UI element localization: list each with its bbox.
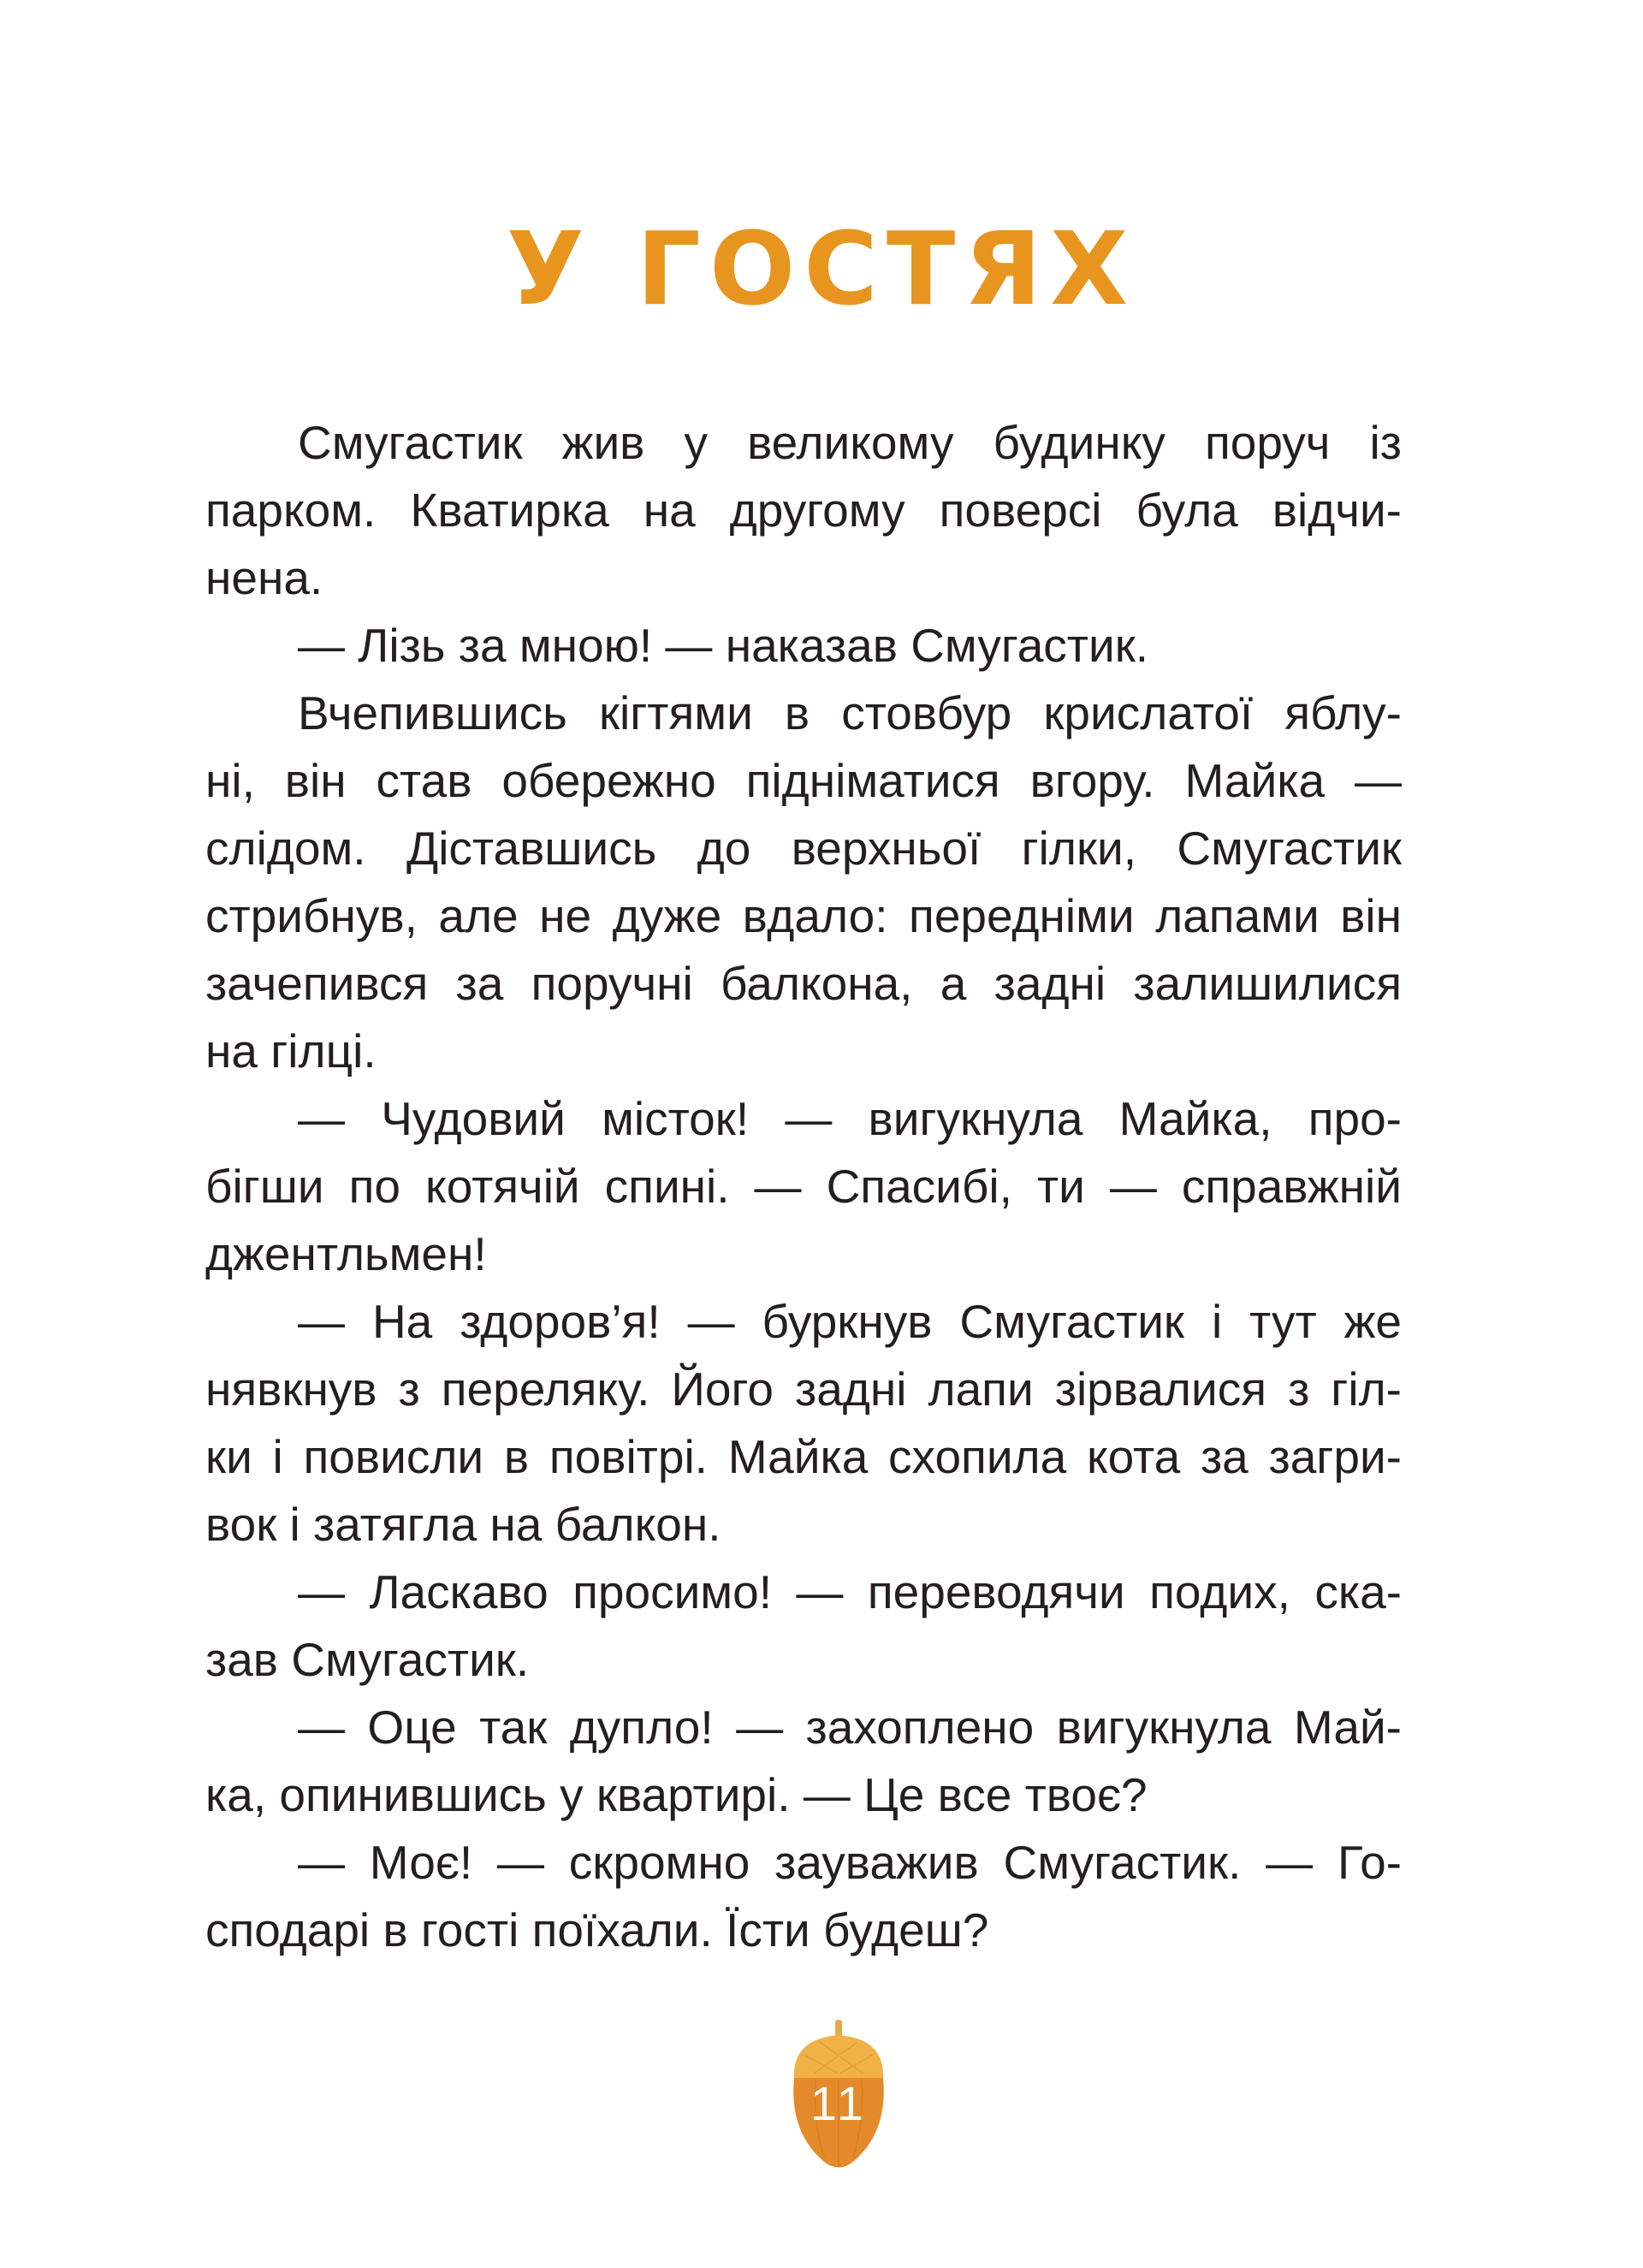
text-line: — Оце так дупло! — захоплено вигукнула Май- — [298, 1701, 1402, 1754]
text-line: ки і повисли в повітрі. Майка схопила кота за загри- — [205, 1430, 1402, 1483]
text-line: парком. Кватирка на другому поверсі була відчи- — [205, 484, 1402, 537]
text-line: Смугастик жив у великому будинку поруч із — [298, 416, 1402, 469]
text-line: зачепився за поручні балкона, а задні залишилися — [205, 957, 1402, 1010]
chapter-title: У ГОСТЯХ — [506, 210, 1137, 328]
page-number: 11 — [810, 2076, 868, 2130]
text-line: — Чудовий місток! — вигукнула Майка, про- — [298, 1092, 1402, 1145]
text-line: на гілці. — [205, 1024, 377, 1078]
text-line: сподарі в гості поїхали. Їсти будеш? — [205, 1903, 989, 1956]
text-line: — Ласкаво просимо! — переводячи подих, ска- — [298, 1565, 1402, 1618]
text-line: ні, він став обережно підніматися вгору. Майка — — [205, 754, 1402, 807]
text-line: джентльмен! — [205, 1227, 487, 1280]
text-line: ка, опинившись у квартирі. — Це все твоє? — [205, 1768, 1148, 1821]
text-line: бігши по котячій спині. — Спасибі, ти — справжній — [205, 1160, 1402, 1213]
text-line: нявкнув з переляку. Його задні лапи зірвалися з гіл- — [205, 1363, 1402, 1416]
text-line: вок і затягла на балкон. — [205, 1498, 721, 1551]
text-line: зав Смугастик. — [205, 1633, 530, 1686]
text-line: Вчепившись кігтями в стовбур крислатої яблу- — [298, 686, 1402, 739]
text-line: — Моє! — скромно зауважив Смугастик. — Го- — [298, 1836, 1402, 1889]
text-line: нена. — [205, 551, 323, 604]
text-line: — На здоров’я! — буркнув Смугастик і тут же — [298, 1295, 1402, 1348]
text-line: стрибнув, але не дуже вдало: передніми лапами він — [205, 889, 1402, 942]
text-line: слідом. Діставшись до верхньої гілки, Смугастик — [205, 822, 1402, 875]
text-line: — Лізь за мною! — наказав Смугастик. — [298, 619, 1149, 672]
body-text — [205, 409, 1402, 1964]
